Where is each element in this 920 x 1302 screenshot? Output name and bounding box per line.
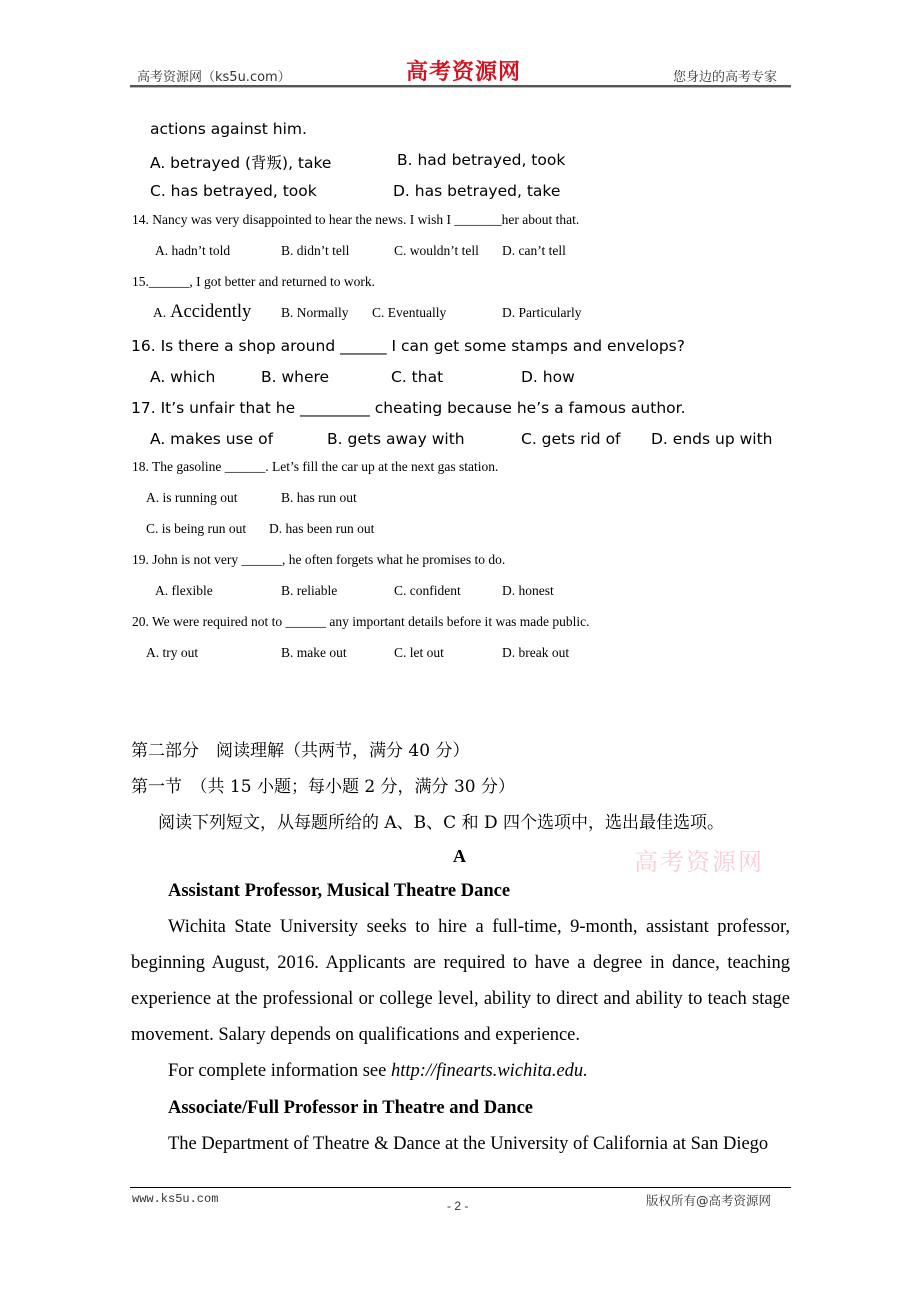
- question-15-option-a: [153, 302, 251, 323]
- job-paragraph-2-start: The Department of Theatre & Dance at the University of California at San Diego: [168, 1134, 769, 1154]
- info-link[interactable]: http://finearts.wichita.edu.: [390, 1061, 588, 1081]
- footer-website: www.ks5u.com: [132, 1192, 219, 1206]
- question-16-option-b: B. where: [261, 368, 330, 386]
- job-paragraph-1-text: Wichita State University seeks to hire a full-time, 9-month, assistant professor, beginning August, 2016. Applicants are required to have a degree in dance, teaching experience at the professional or college level, ability to direct and ability to teach stage movement. Salary depends on qualifications and experience.: [131, 917, 790, 1045]
- header-divider: [130, 85, 791, 88]
- header-site-name: 高考资源网（ks5u.com）: [137, 70, 291, 85]
- question-13-option-d: D. has betrayed, take: [393, 182, 561, 200]
- question-20-option-c: C. let out: [394, 645, 444, 660]
- question-17-stem: 17. It’s unfair that he _________ cheating because he’s a famous author.: [131, 399, 686, 417]
- question-13-stem-tail: actions against him.: [150, 120, 307, 138]
- question-18-option-c: C. is being run out: [146, 521, 247, 536]
- question-19-option-c: C. confident: [394, 583, 461, 598]
- section-title: 第二部分 阅读理解（共两节，满分 40 分）: [131, 741, 470, 761]
- question-15-option-b: B. Normally: [281, 305, 349, 320]
- info-line: [168, 1061, 588, 1082]
- question-19-option-d: D. honest: [502, 583, 554, 598]
- question-13-option-b: B. had betrayed, took: [397, 151, 566, 169]
- job-heading-2: Associate/Full Professor in Theatre and Dance: [168, 1098, 534, 1118]
- question-16-stem: 16. Is there a shop around ______ I can get some stamps and envelops?: [131, 337, 685, 355]
- question-14-option-d: D. can’t tell: [502, 243, 566, 258]
- question-16-option-a: A. which: [150, 368, 216, 386]
- question-13-option-c: C. has betrayed, took: [150, 182, 317, 200]
- question-20-option-d: D. break out: [502, 645, 570, 660]
- question-17-option-d: D. ends up with: [651, 430, 773, 448]
- question-15-stem: 15.______, I got better and returned to work.: [132, 274, 375, 289]
- question-15-option-d: D. Particularly: [502, 305, 582, 320]
- question-14-stem: 14. Nancy was very disappointed to hear the news. I wish I _______her about that.: [132, 212, 580, 227]
- question-16-option-d: D. how: [521, 368, 575, 386]
- watermark-logo: 高考资源网: [634, 848, 764, 876]
- job-heading-1: Assistant Professor, Musical Theatre Dance: [168, 881, 511, 901]
- question-18-stem: 18. The gasoline ______. Let’s fill the car up at the next gas station.: [132, 459, 499, 474]
- header-logo: 高考资源网: [406, 59, 522, 85]
- question-14-option-a: A. hadn’t told: [155, 243, 231, 258]
- question-14-option-b: B. didn’t tell: [281, 243, 350, 258]
- question-18-option-b: B. has run out: [281, 490, 357, 505]
- question-17-option-a: A. makes use of: [150, 430, 274, 448]
- subsection-title: 第一节 （共 15 小题；每小题 2 分，满分 30 分）: [131, 777, 516, 797]
- question-16-option-c: C. that: [391, 368, 444, 386]
- job-paragraph-1: [131, 909, 790, 1053]
- question-15-option-c: C. Eventually: [372, 305, 447, 320]
- question-15-option-a-word: Accidently: [170, 302, 252, 322]
- question-19-option-b: B. reliable: [281, 583, 338, 598]
- instruction-text: 阅读下列短文，从每题所给的 A、B、C 和 D 四个选项中，选出最佳选项。: [158, 813, 725, 833]
- question-20-option-b: B. make out: [281, 645, 347, 660]
- question-20-option-a: A. try out: [146, 645, 199, 660]
- question-20-stem: 20. We were required not to ______ any important details before it was made public.: [132, 614, 590, 629]
- page-number: - 2 -: [447, 1199, 469, 1213]
- question-17-option-b: B. gets away with: [327, 430, 465, 448]
- info-prefix: For complete information see: [168, 1061, 391, 1081]
- passage-label: A: [453, 846, 466, 866]
- question-18-option-a: A. is running out: [146, 490, 238, 505]
- question-14-option-c: C. wouldn’t tell: [394, 243, 479, 258]
- question-13-option-a: A. betrayed (背叛), take: [150, 154, 332, 172]
- question-19-option-a: A. flexible: [155, 583, 213, 598]
- header-tagline: 您身边的高考专家: [673, 70, 778, 85]
- question-17-option-c: C. gets rid of: [521, 430, 621, 448]
- question-18-option-d: D. has been run out: [269, 521, 375, 536]
- question-15-option-a-prefix: A.: [153, 305, 167, 320]
- footer-copyright: 版权所有@高考资源网: [646, 1193, 772, 1208]
- footer-divider: [130, 1187, 791, 1188]
- question-19-stem: 19. John is not very ______, he often forgets what he promises to do.: [132, 552, 506, 567]
